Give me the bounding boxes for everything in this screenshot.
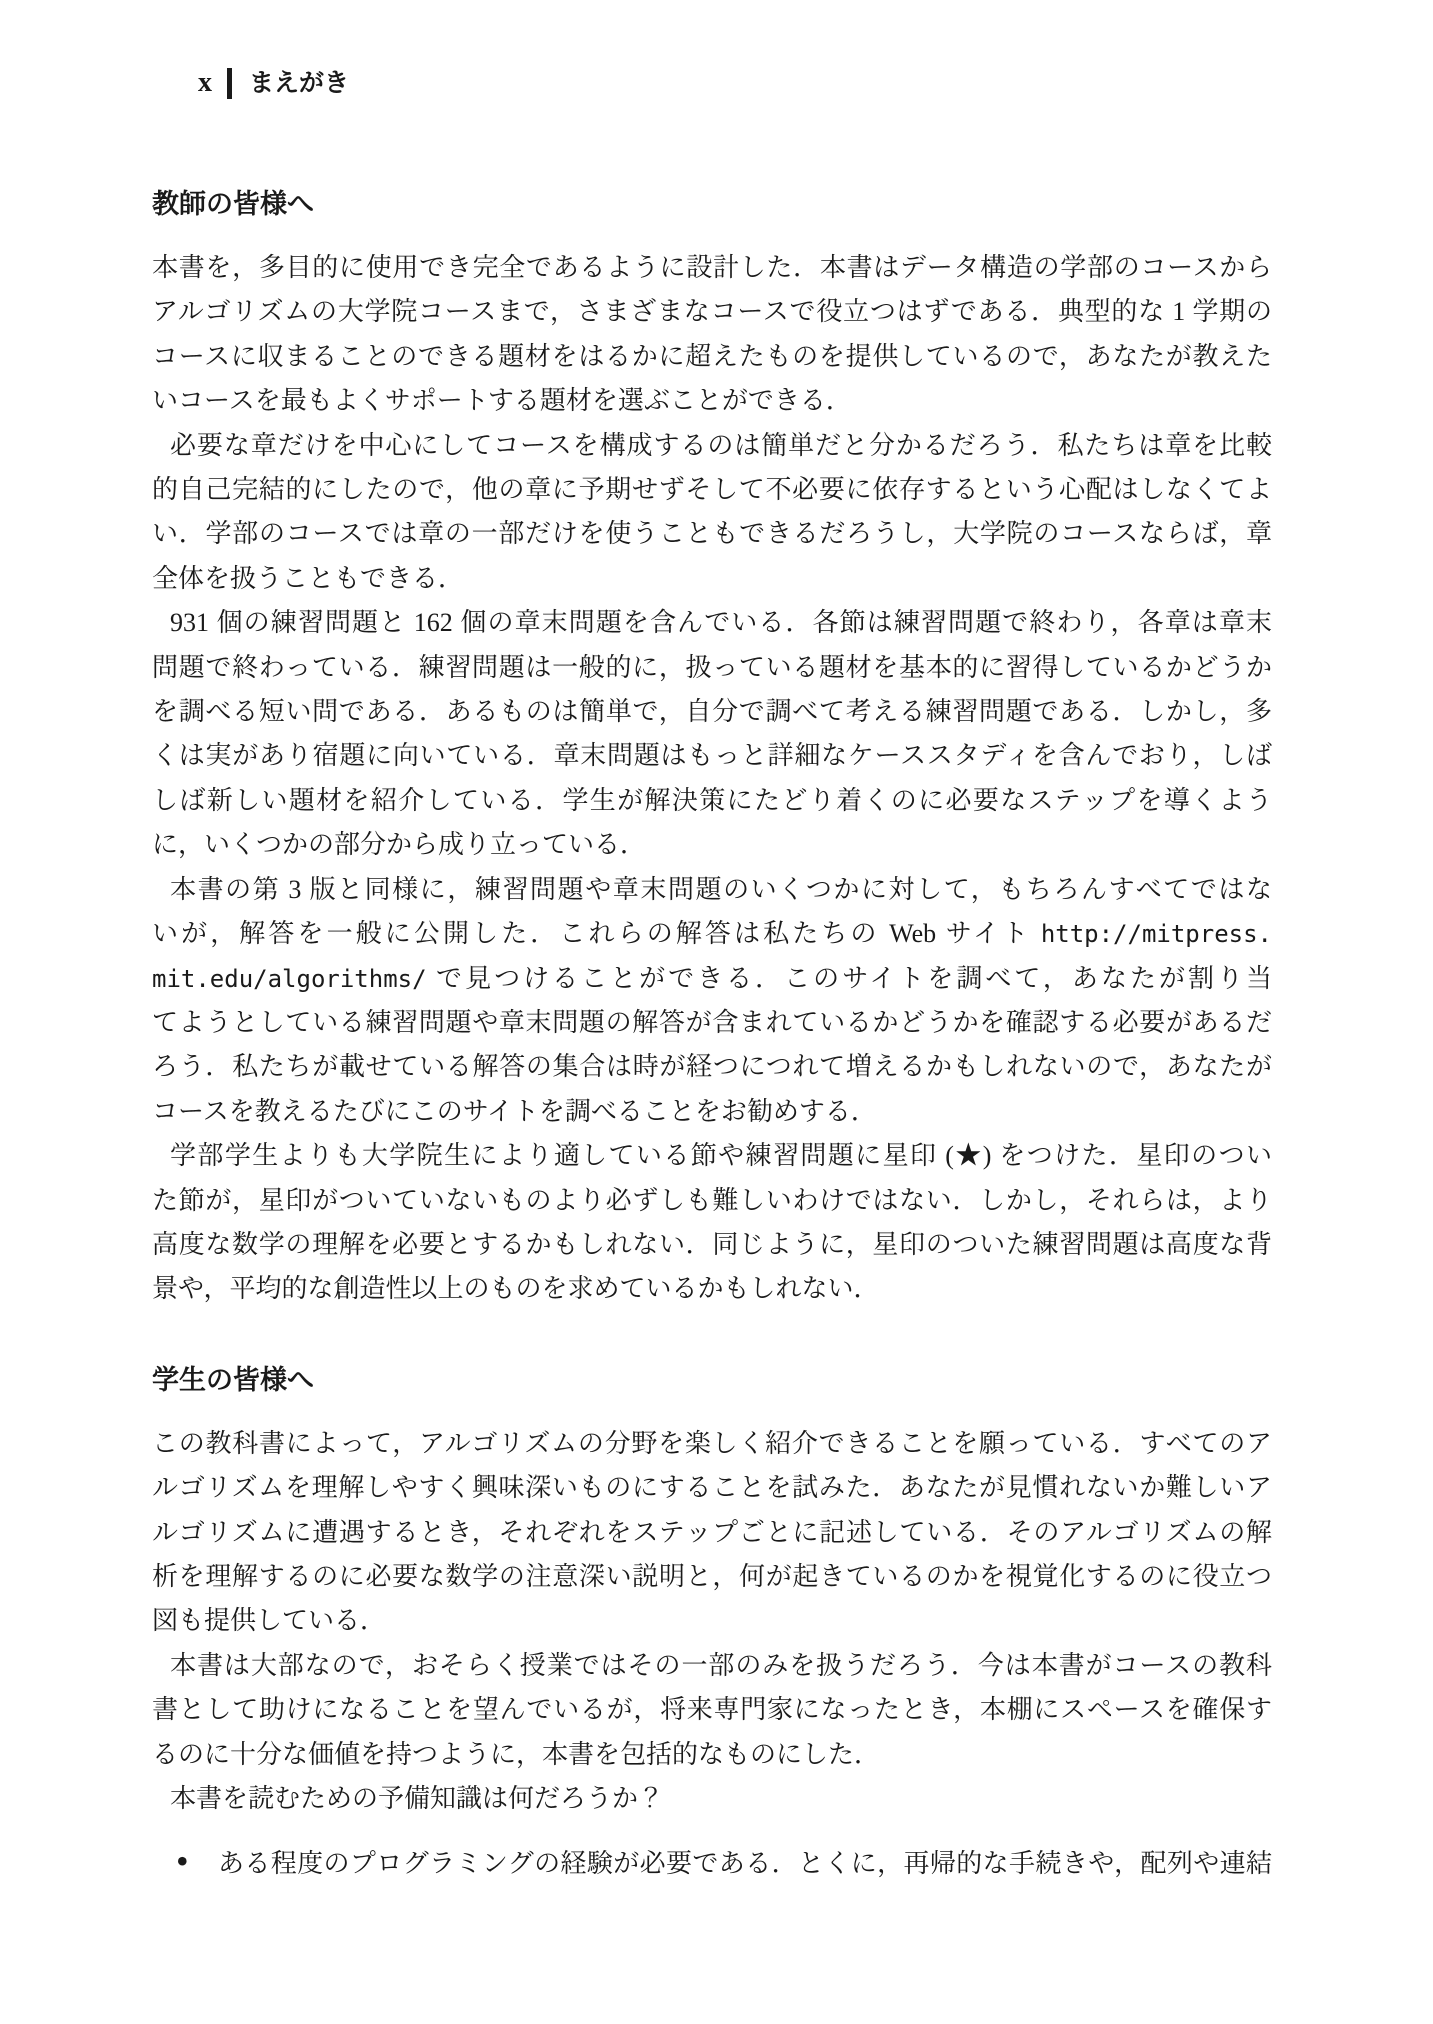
body-text: 本書を読むための予備知識は何だろうか？ bbox=[170, 1784, 665, 1813]
paragraph bbox=[152, 601, 1272, 867]
body-text: い．学部のコースでは章の一部だけを使うこともできるだろうし，大学院のコースならば，章 bbox=[152, 519, 1272, 549]
text-line bbox=[152, 1688, 1272, 1732]
text-line bbox=[152, 646, 1272, 690]
text-line bbox=[152, 424, 1272, 468]
body-text: に，いくつかの部分から成り立っている． bbox=[152, 830, 647, 860]
body-text: るのに十分な価値を持つように，本書を包括的なものにした． bbox=[152, 1739, 881, 1769]
body-text: 本書を，多目的に使用でき完全であるように設計した．本書はデータ構造の学部のコースから bbox=[152, 253, 1272, 282]
body-text: コースに収まることのできる題材をはるかに超えたものを提供しているので，あなたが教えた bbox=[152, 341, 1272, 371]
text-line bbox=[152, 1466, 1272, 1510]
paragraph bbox=[152, 1422, 1272, 1644]
body-text: ろう．私たちが載せている解答の集合は時が経つにつれて増えるかもしれないので，あなたが bbox=[152, 1052, 1272, 1082]
url-text: http://mitpress. bbox=[1040, 920, 1272, 949]
text-line bbox=[152, 1422, 1272, 1466]
text-line bbox=[152, 601, 1272, 645]
text-line bbox=[152, 557, 1272, 601]
text-line bbox=[152, 1267, 1272, 1311]
text-line bbox=[152, 1599, 1272, 1643]
text-line bbox=[152, 512, 1272, 556]
body-text: 本書の第 3 版と同様に，練習問題や章末問題のいくつかに対して，もちろんすべてではな bbox=[170, 874, 1272, 904]
body-text: 全体を扱うこともできる． bbox=[152, 563, 465, 593]
text-line bbox=[218, 1842, 1272, 1886]
bullet-icon: • bbox=[176, 1841, 189, 1882]
header-separator-bar bbox=[227, 68, 232, 99]
text-line bbox=[152, 246, 1272, 290]
body-text: 問題で終わっている．練習問題は一般的に，扱っている題材を基本的に習得しているかどうか bbox=[152, 652, 1272, 682]
text-line bbox=[152, 1045, 1272, 1089]
text-line bbox=[152, 1733, 1272, 1777]
prerequisites-list bbox=[152, 1842, 1272, 1886]
text-line bbox=[152, 1555, 1272, 1599]
body-text: 的自己完結的にしたので，他の章に予期せずそして不必要に依存するという心配はしなくてよ bbox=[152, 475, 1272, 505]
text-line bbox=[152, 1090, 1272, 1134]
body-text: くは実があり宿題に向いている．章末問題はもっと詳細なケーススタディを含んでおり，しば bbox=[152, 741, 1272, 771]
body-text: 学部学生よりも大学院生により適している節や練習問題に星印 (★) をつけた．星印のつい bbox=[170, 1141, 1272, 1171]
body-text: 必要な章だけを中心にしてコースを構成するのは簡単だと分かるだろう．私たちは章を比較 bbox=[170, 430, 1272, 460]
text-line bbox=[152, 868, 1272, 912]
text-line bbox=[152, 1001, 1272, 1045]
body-text: しば新しい題材を紹介している．学生が解決策にたどり着くのに必要なステップを導くよう bbox=[152, 785, 1272, 815]
body-text: 析を理解するのに必要な数学の注意深い説明と，何が起きているのかを視覚化するのに役立つ bbox=[152, 1561, 1272, 1591]
body-text: で見つけることができる．このサイトを調べて，あなたが割り当 bbox=[426, 963, 1272, 993]
paragraph bbox=[152, 868, 1272, 1134]
text-line bbox=[152, 1644, 1272, 1688]
body-text: いが，解答を一般に公開した．これらの解答は私たちの Web サイト bbox=[152, 919, 1041, 949]
body-text: この教科書によって，アルゴリズムの分野を楽しく紹介できることを願っている．すべてのア bbox=[152, 1428, 1272, 1458]
paragraph bbox=[152, 246, 1272, 424]
body-text: てようとしている練習問題や章末問題の解答が含まれているかどうかを確認する必要があるだ bbox=[152, 1007, 1272, 1037]
paragraph bbox=[152, 1644, 1272, 1777]
text-line bbox=[152, 379, 1272, 423]
section-heading: 学生の皆様へ bbox=[152, 1364, 314, 1395]
chapter-title: まえがき bbox=[249, 69, 350, 97]
body-text: を調べる短い問である．あるものは簡単で，自分で調べて考える練習問題である．しかし，多 bbox=[152, 697, 1272, 727]
paragraph bbox=[152, 1777, 1272, 1821]
body-text: ある程度のプログラミングの経験が必要である．とくに，再帰的な手続きや，配列や連結 bbox=[218, 1849, 1272, 1879]
section bbox=[152, 1364, 1272, 1822]
text-line bbox=[152, 468, 1272, 512]
body-text: コースを教えるたびにこのサイトを調べることをお勧めする． bbox=[152, 1096, 877, 1126]
body-text: いコースを最もよくサポートする題材を選ぶことができる． bbox=[152, 386, 852, 416]
text-line bbox=[152, 734, 1272, 778]
text-line bbox=[152, 1179, 1272, 1223]
body-text: ルゴリズムを理解しやすく興味深いものにすることを試みた．あなたが見慣れないか難しいア bbox=[152, 1473, 1272, 1503]
text-line bbox=[152, 690, 1272, 734]
section-heading: 教師の皆様へ bbox=[152, 189, 314, 219]
text-line bbox=[152, 779, 1272, 823]
text-line bbox=[152, 1511, 1272, 1555]
page-body bbox=[152, 188, 1272, 1821]
body-text: 書として助けになることを望んでいるが，将来専門家になったとき，本棚にスペースを確保す bbox=[152, 1695, 1272, 1725]
body-text: 景や，平均的な創造性以上のものを求めているかもしれない． bbox=[152, 1274, 880, 1304]
running-header bbox=[198, 68, 1272, 98]
body-text: 高度な数学の理解を必要とするかもしれない．同じように，星印のついた練習問題は高度な背 bbox=[152, 1229, 1272, 1259]
body-text: 931 個の練習問題と 162 個の章末問題を含んでいる．各節は練習問題で終わり，各章は章末 bbox=[170, 608, 1272, 638]
section bbox=[152, 188, 1272, 1312]
text-line bbox=[152, 335, 1272, 379]
text-line bbox=[152, 823, 1272, 867]
body-text: アルゴリズムの大学院コースまで，さまざまなコースで役立つはずである．典型的な 1 学期の bbox=[152, 297, 1272, 327]
text-line bbox=[152, 957, 1272, 1001]
text-line bbox=[152, 1134, 1272, 1178]
paragraph bbox=[152, 424, 1272, 602]
text-line bbox=[152, 1223, 1272, 1267]
list-item bbox=[152, 1842, 1272, 1886]
page-number: x bbox=[198, 67, 212, 98]
text-line bbox=[152, 1777, 1272, 1821]
text-line bbox=[152, 290, 1272, 334]
paragraph bbox=[152, 1134, 1272, 1312]
body-text: ルゴリズムに遭遇するとき，それぞれをステップごとに記述している．そのアルゴリズムの解 bbox=[152, 1517, 1272, 1547]
body-text: 図も提供している． bbox=[152, 1606, 387, 1636]
text-line bbox=[152, 912, 1272, 956]
body-text: 本書は大部なので，おそらく授業ではその一部のみを扱うだろう．今は本書がコースの教科 bbox=[170, 1650, 1272, 1680]
url-text: mit.edu/algorithms/ bbox=[152, 964, 427, 993]
body-text: た節が，星印がついていないものより必ずしも難しいわけではない．しかし，それらは，より bbox=[152, 1185, 1272, 1215]
